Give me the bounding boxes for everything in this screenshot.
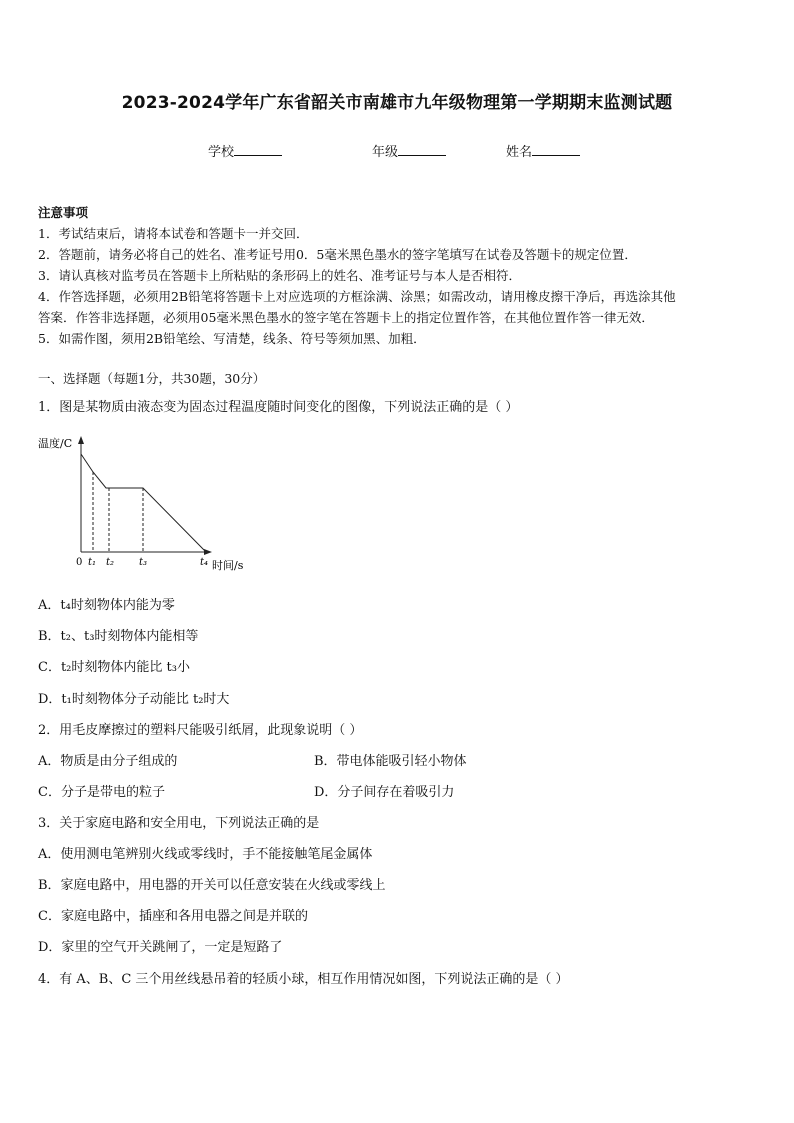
school-label: 学校: [208, 145, 235, 160]
notice-item: 答案．作答非选择题，必须用05毫米黑色墨水的签字笔在答题卡上的指定位置作答，在其他位置作答一律无效．: [38, 310, 654, 325]
question-3-option-c: C．家庭电路中，插座和各用电器之间是并联的: [38, 909, 308, 924]
question-1-option-c: C．t₂时刻物体内能比 t₃小: [38, 660, 190, 675]
grade-blank: [398, 143, 446, 156]
question-3-option-b: B．家庭电路中，用电器的开关可以任意安装在火线或零线上: [38, 878, 386, 893]
question-2-option-a: A．物质是由分子组成的: [38, 754, 178, 769]
tick-t2: t₂: [106, 557, 115, 568]
temperature-time-graph: [36, 432, 256, 576]
school-field: [208, 141, 282, 160]
grade-label: 年级: [372, 145, 399, 160]
x-axis-arrow: [204, 549, 212, 555]
notice-item: 3．请认真核对监考员在答题卡上所粘贴的条形码上的姓名、准考证号与本人是否相符．: [38, 268, 521, 283]
question-1-option-d: D．t₁时刻物体分子动能比 t₂时大: [38, 692, 230, 707]
tick-t4: t₄: [200, 557, 209, 568]
question-2-option-d: D．分子间存在着吸引力: [314, 785, 455, 800]
notice-item: 4．作答选择题，必须用2B铅笔将答题卡上对应选项的方框涂满、涂黑；如需改动，请用橡皮擦干净后，再选涂其他: [38, 289, 676, 304]
name-field: [506, 141, 580, 160]
name-label: 姓名: [506, 145, 533, 160]
grade-field: [372, 141, 446, 160]
question-1-option-a: A．t₄时刻物体内能为零: [38, 598, 175, 613]
notice-heading: 注意事项: [38, 205, 89, 220]
question-3-stem: 3．关于家庭电路和安全用电，下列说法正确的是: [38, 816, 320, 831]
question-3-option-a: A．使用测电笔辨别火线或零线时，手不能接触笔尾金属体: [38, 847, 373, 862]
question-1-stem: 1．图是某物质由液态变为固态过程温度随时间变化的图像，下列说法正确的是（ ）: [38, 400, 519, 415]
question-4-stem: 4．有 A、B、C 三个用丝线悬吊着的轻质小球，相互作用情况如图，下列说法正确的是（ ）: [38, 972, 569, 987]
question-1-option-b: B．t₂、t₃时刻物体内能相等: [38, 629, 199, 644]
y-axis-arrow: [78, 436, 84, 444]
y-axis-label: 温度/C: [38, 437, 73, 450]
question-2-option-c: C．分子是带电的粒子: [38, 785, 165, 800]
notice-item: 5．如需作图，须用2B铅笔绘、写清楚，线条、符号等须加黑、加粗．: [38, 331, 426, 346]
origin-label: 0: [76, 557, 83, 568]
question-2-option-b: B．带电体能吸引轻小物体: [314, 754, 467, 769]
section-heading: 一、选择题（每题1分，共30题，30分）: [38, 371, 266, 386]
question-3-option-d: D．家里的空气开关跳闸了，一定是短路了: [38, 940, 283, 955]
notice-item: 2．答题前，请务必将自己的姓名、准考证号用0．5毫米黑色墨水的签字笔填写在试卷及答题卡的规定位置．: [38, 247, 637, 262]
school-blank: [234, 143, 282, 156]
page-title: 2023-2024学年广东省韶关市南雄市九年级物理第一学期期末监测试题: [121, 93, 673, 113]
question-2-stem: 2．用毛皮摩擦过的塑料尺能吸引纸屑，此现象说明（ ）: [38, 723, 363, 738]
tick-t1: t₁: [88, 557, 97, 568]
tick-t3: t₃: [139, 557, 148, 568]
notice-item: 1．考试结束后，请将本试卷和答题卡一并交回．: [38, 226, 309, 241]
x-axis-label: 时间/s: [212, 559, 244, 572]
name-blank: [532, 143, 580, 156]
